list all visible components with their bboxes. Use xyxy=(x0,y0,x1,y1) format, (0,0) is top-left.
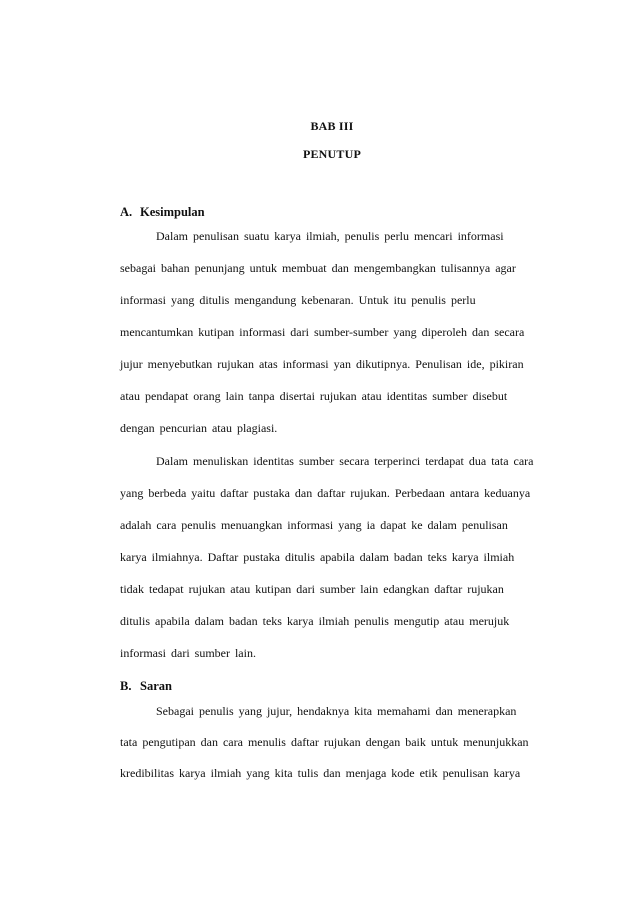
section-number: B. xyxy=(120,679,132,693)
section-number: A. xyxy=(120,205,133,219)
paragraph-line: kredibilitas karya ilmiah yang kita tulis dan menjaga kode etik penulisan karya xyxy=(120,766,521,780)
paragraph-line: jujur menyebutkan rujukan atas informasi yan dikutipnya. Penulisan ide, pikiran xyxy=(120,357,524,371)
paragraph-line: sebagai bahan penunjang untuk membuat dan mengembangkan tulisannya agar xyxy=(120,261,516,275)
paragraph-line: karya ilmiahnya. Daftar pustaka ditulis apabila dalam badan teks karya ilmiah xyxy=(120,550,515,564)
paragraph-line: dengan pencurian atau plagiasi. xyxy=(120,421,278,435)
paragraph-line: Dalam menuliskan identitas sumber secara terperinci terdapat dua tata cara xyxy=(156,454,534,468)
paragraph-line: ditulis apabila dalam badan teks karya ilmiah penulis mengutip atau merujuk xyxy=(120,614,510,628)
paragraph-line: atau pendapat orang lain tanpa disertai rujukan atau identitas sumber disebut xyxy=(120,389,508,403)
paragraph-line: Dalam penulisan suatu karya ilmiah, penulis perlu mencari informasi xyxy=(156,229,504,243)
paragraph-line: informasi dari sumber lain. xyxy=(120,646,256,660)
section-heading-kesimpulan xyxy=(120,205,205,220)
chapter-title: PENUTUP xyxy=(302,147,362,161)
paragraph-line: adalah cara penulis menuangkan informasi yang ia dapat ke dalam penulisan xyxy=(120,518,508,532)
paragraph-line: Sebagai penulis yang jujur, hendaknya kita memahami dan menerapkan xyxy=(156,704,517,718)
paragraph-line: mencantumkan kutipan informasi dari sumber-sumber yang diperoleh dan secara xyxy=(120,325,525,339)
paragraph-line: tidak tedapat rujukan atau kutipan dari sumber lain edangkan daftar rujukan xyxy=(120,582,504,596)
paragraph-line: yang berbeda yaitu daftar pustaka dan daftar rujukan. Perbedaan antara keduanya xyxy=(120,486,531,500)
section-title: Kesimpulan xyxy=(140,205,205,219)
paragraph-line: tata pengutipan dan cara menulis daftar rujukan dengan baik untuk menunjukkan xyxy=(120,735,529,749)
section-heading-saran xyxy=(120,679,172,694)
chapter-label: BAB III xyxy=(310,119,354,133)
paragraph-line: informasi yang ditulis mengandung kebenaran. Untuk itu penulis perlu xyxy=(120,293,476,307)
section-title: Saran xyxy=(140,679,172,693)
